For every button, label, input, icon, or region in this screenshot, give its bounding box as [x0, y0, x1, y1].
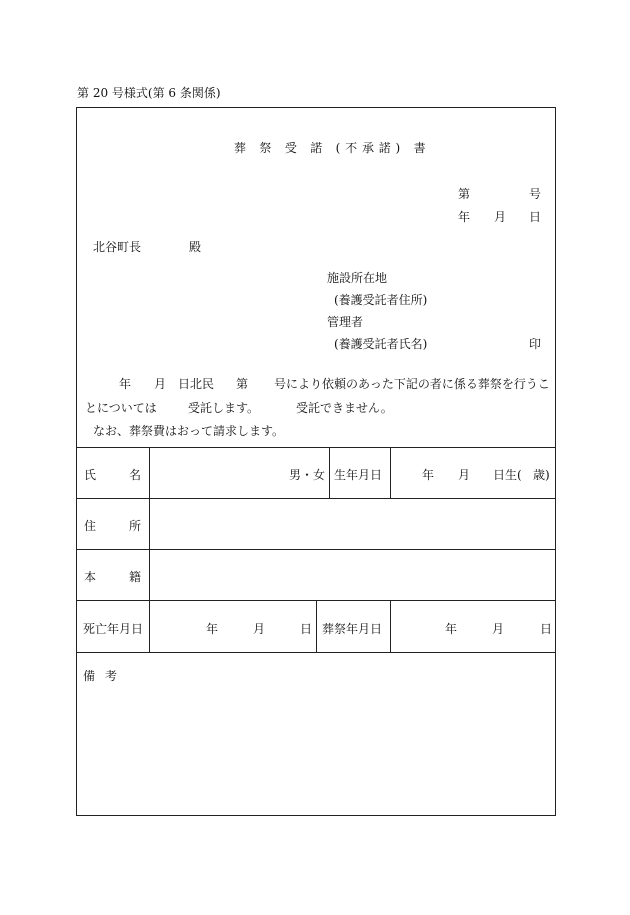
addressee-name: 北谷町長 — [93, 240, 142, 254]
document-title: 葬 祭 受 諾 (不承諾) 書 — [234, 141, 431, 155]
birth-year: 年 — [422, 468, 435, 482]
funeral-value-rule — [390, 600, 391, 652]
name-label-char-1: 氏 — [84, 468, 97, 482]
row-rule-4 — [76, 652, 556, 653]
date-month: 月 — [494, 210, 507, 224]
remarks-label-char-2: 考 — [105, 669, 118, 683]
funeral-year: 年 — [445, 622, 458, 636]
doc-number-prefix: 第 — [458, 187, 471, 201]
body-line2-decline: 受託できません。 — [296, 401, 393, 415]
row-rule-1 — [76, 498, 556, 499]
form-frame — [76, 107, 556, 816]
form-number: 第 20 号様式(第 6 条関係) — [77, 86, 221, 100]
gender-birth-rule — [329, 447, 330, 498]
gender-options: 男・女 — [289, 468, 326, 482]
domicile-label — [84, 568, 141, 585]
death-date-label: 死亡年月日 — [83, 622, 144, 636]
birth-month: 月 — [458, 468, 471, 482]
body-line3: なお、葬祭費はおって請求します。 — [93, 424, 285, 438]
body-line2-accept: 受託します。 — [188, 401, 260, 415]
date-year: 年 — [458, 210, 471, 224]
table-top-rule — [76, 447, 556, 448]
funeral-month: 月 — [492, 622, 505, 636]
label-column-rule — [149, 447, 150, 600]
remarks-label-char-1: 備 — [83, 669, 96, 683]
domicile-label-char-1: 本 — [84, 570, 97, 584]
domicile-label-char-2: 籍 — [128, 570, 141, 584]
address-label-char-1: 住 — [84, 519, 97, 533]
funeral-day: 日 — [540, 622, 553, 636]
body-month: 月 — [154, 377, 167, 391]
body-line1-rest: 号により依頼のあった下記の者に係る葬祭を行うこ — [274, 377, 550, 391]
manager-label: 管理者 — [327, 315, 364, 329]
birth-age: 歳) — [533, 468, 550, 482]
manager-note: (養護受託者氏名) — [334, 337, 428, 351]
death-year: 年 — [206, 622, 219, 636]
addressee-honorific: 殿 — [189, 240, 202, 254]
address-label — [84, 517, 141, 534]
body-day-org: 日北民 — [178, 377, 215, 391]
birth-value-rule — [390, 447, 391, 498]
row-rule-2 — [76, 549, 556, 550]
birth-day-open: 日生( — [493, 468, 522, 482]
name-label — [84, 466, 141, 483]
death-month: 月 — [253, 622, 266, 636]
address-label-char-2: 所 — [128, 519, 141, 533]
body-dai: 第 — [236, 377, 249, 391]
body-line2-start: とについては — [85, 401, 157, 415]
doc-number-suffix: 号 — [529, 187, 542, 201]
funeral-label-rule — [316, 600, 317, 652]
seal-mark: 印 — [529, 337, 542, 351]
remarks-label — [83, 667, 117, 684]
death-label-rule — [149, 600, 150, 652]
facility-address-note: (養護受託者住所) — [334, 293, 428, 307]
body-year: 年 — [119, 377, 132, 391]
date-day: 日 — [529, 210, 542, 224]
name-label-char-2: 名 — [128, 468, 141, 482]
birth-date-label: 生年月日 — [334, 468, 383, 482]
death-day: 日 — [300, 622, 313, 636]
facility-address-label: 施設所在地 — [327, 271, 388, 285]
funeral-date-label: 葬祭年月日 — [322, 622, 383, 636]
